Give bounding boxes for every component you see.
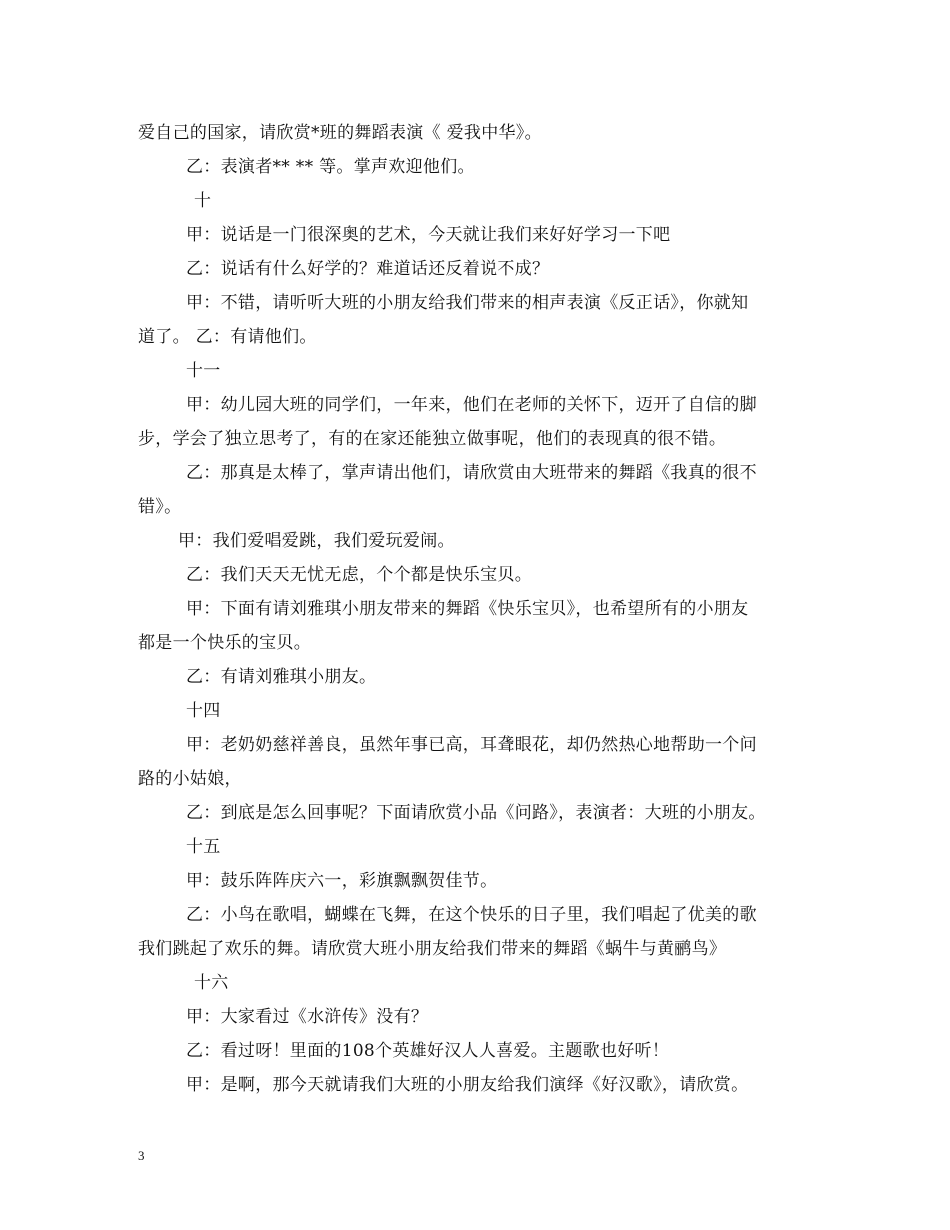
text-line: 乙：说话有什么好学的？难道话还反着说不成？ [186, 259, 550, 279]
text-line: 乙：小鸟在歌唱，蝴蝶在飞舞，在这个快乐的日子里，我们唱起了优美的歌 [186, 905, 757, 925]
page-number: 3 [138, 1148, 145, 1163]
text-line: 步，学会了独立思考了，有的在家还能独立做事呢，他们的表现真的很不错。 [138, 429, 727, 449]
text-line: 错》。 [138, 497, 182, 517]
text-line: 乙：有请刘雅琪小朋友。 [186, 667, 377, 687]
text-line: 都是一个快乐的宝贝。 [138, 633, 311, 653]
text-line: 甲：我们爱唱爱跳，我们爱玩爱闹。 [178, 531, 455, 551]
text-line: 甲：大家看过《水浒传》没有？ [186, 1007, 429, 1027]
section-heading: 十一 [186, 361, 221, 381]
text-line: 我们跳起了欢乐的舞。请欣赏大班小朋友给我们带来的舞蹈《蜗牛与黄鹂鸟》 [138, 939, 727, 959]
text-line: 甲：幼儿园大班的同学们，一年来，他们在老师的关怀下，迈开了自信的脚 [186, 395, 757, 415]
text-line: 甲：说话是一门很深奥的艺术，今天就让我们来好好学习一下吧 [186, 225, 671, 245]
text-line: 乙：看过呀！里面的108个英雄好汉人人喜爱。主题歌也好听！ [186, 1041, 670, 1061]
text-line: 乙：表演者** ** 等。掌声欢迎他们。 [186, 157, 475, 177]
text-line: 道了。 乙：有请他们。 [138, 327, 317, 347]
text-line: 爱自己的国家，请欣赏*班的舞蹈表演《 爱我中华》。 [138, 123, 542, 143]
section-heading: 十四 [186, 701, 221, 721]
text-line: 甲：鼓乐阵阵庆六一，彩旗飘飘贺佳节。 [186, 871, 498, 891]
section-heading: 十五 [186, 837, 221, 857]
document-body [138, 116, 814, 1102]
text-line: 甲：是啊，那今天就请我们大班的小朋友给我们演绎《好汉歌》，请欣赏。 [186, 1075, 749, 1095]
text-line: 甲：下面有请刘雅琪小朋友带来的舞蹈《快乐宝贝》，也希望所有的小朋友 [186, 599, 749, 619]
section-heading: 十六 [194, 973, 229, 993]
section-heading: 十 [194, 191, 212, 211]
text-line: 乙：到底是怎么回事呢？下面请欣赏小品《问路》，表演者：大班的小朋友。 [186, 803, 766, 823]
text-line: 路的小姑娘， [138, 769, 242, 789]
text-line: 乙：那真是太棒了，掌声请出他们，请欣赏由大班带来的舞蹈《我真的很不 [186, 463, 757, 483]
text-line: 甲：老奶奶慈祥善良，虽然年事已高，耳聋眼花，却仍然热心地帮助一个问 [186, 735, 757, 755]
text-line: 乙：我们天天无忧无虑，个个都是快乐宝贝。 [186, 565, 532, 585]
text-line: 甲：不错，请听听大班的小朋友给我们带来的相声表演《反正话》，你就知 [186, 293, 749, 313]
